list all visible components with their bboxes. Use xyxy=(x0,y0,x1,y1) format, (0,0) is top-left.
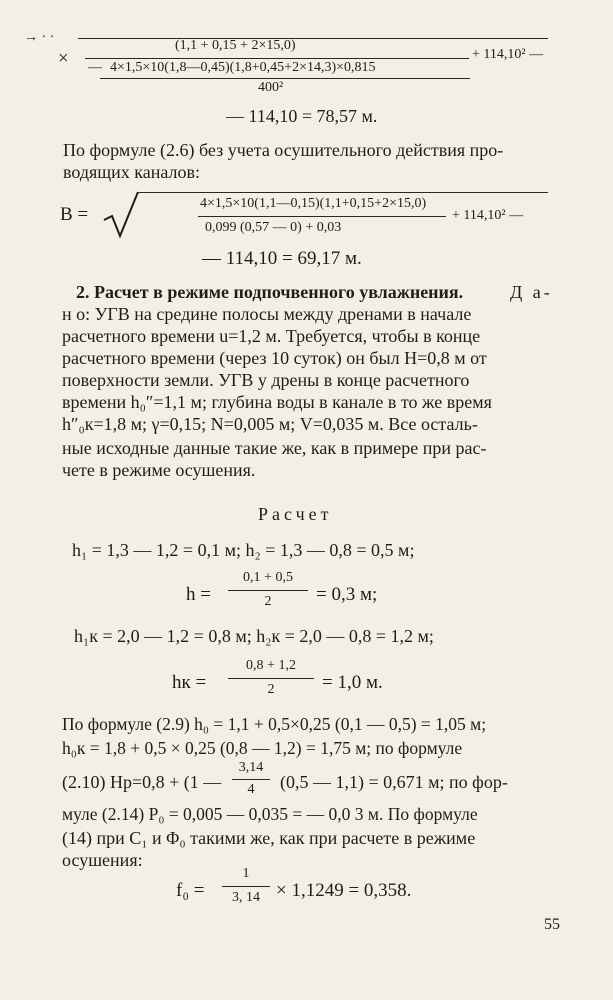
para2-line-4: муле (2.14) P₀ = 0,005 — 0,035 = — 0,0 3 м. По формуле xyxy=(62,804,478,824)
fraction-bar-eq-2 xyxy=(228,590,308,591)
calc-eq-2-num: 0,1 + 0,5 xyxy=(243,570,293,585)
formula-b-lhs: B = xyxy=(60,204,89,225)
section2-line-3: расчетного времени (через 10 суток) он был H=0,8 м от xyxy=(62,348,487,368)
fraction-bar-lower xyxy=(100,78,470,79)
calc-eq-4-den: 2 xyxy=(267,682,275,697)
section2-line-2: расчетного времени u=1,2 м. Требуется, чтобы в конце xyxy=(62,326,481,346)
fraction-bar-inner xyxy=(85,58,469,59)
calc-eq-2-rhs: = 0,3 м; xyxy=(316,584,378,605)
final-eq-lhs: f₀ = xyxy=(176,880,205,901)
section2-line-4: поверхности земли. УГВ у дрены в конце расчетного xyxy=(62,370,470,390)
section2-line-8: чете в режиме осушения. xyxy=(62,460,256,480)
fraction-bar-b xyxy=(198,216,446,217)
fraction-bar-para2 xyxy=(232,779,270,780)
fraction-bar-final xyxy=(222,886,270,887)
formula-top-plus: + 114,10² — xyxy=(472,47,544,62)
section2-line-5: времени h₀″=1,1 м; глубина воды в канале в то же время xyxy=(62,392,492,412)
calc-eq-3: h₁к = 2,0 — 1,2 = 0,8 м; h₂к = 2,0 — 0,8 = 1,2 м; xyxy=(74,626,434,646)
fraction-bar-top xyxy=(78,38,548,39)
formula-b-plus: + 114,10² — xyxy=(452,208,524,223)
para2-line-3a: (2.10) Hр=0,8 + (1 — xyxy=(62,772,222,792)
times-sign: × xyxy=(58,48,69,69)
calc-eq-4-num: 0,8 + 1,2 xyxy=(246,658,296,673)
final-eq-den: 3, 14 xyxy=(232,890,260,905)
formula-top-denominator: 4×1,5×10(1,8—0,45)(1,8+0,45+2×14,3)×0,815 xyxy=(110,60,376,75)
calc-eq-2-lhs: h = xyxy=(186,584,211,605)
section2-heading: 2. Расчет в режиме подпочвенного увлажнения. xyxy=(76,282,464,302)
sqrt-sign-icon xyxy=(102,190,142,240)
section2-line-7: ные исходные данные такие же, как в примере при рас- xyxy=(62,438,487,458)
para2-line-3b: (0,5 — 1,1) = 0,671 м; по фор- xyxy=(280,772,508,792)
final-eq-num: 1 xyxy=(242,866,250,881)
para2-line-1: По формуле (2.9) h₀ = 1,1 + 0,5×0,25 (0,1 — 0,5) = 1,05 м; xyxy=(62,714,487,734)
fraction-bar-eq-4 xyxy=(228,678,314,679)
para2-line-5: (14) при C₁ и Φ₀ такими же, как при расчете в режиме xyxy=(62,828,476,848)
formula-top-numerator: (1,1 + 0,15 + 2×15,0) xyxy=(175,38,296,53)
lead-minus: — xyxy=(88,60,102,75)
formula-top-result: — 114,10 = 78,57 м. xyxy=(226,106,378,126)
calc-eq-4-lhs: hк = xyxy=(172,672,207,693)
calc-eq-4-rhs: = 1,0 м. xyxy=(322,672,383,693)
calc-eq-1: h₁ = 1,3 — 1,2 = 0,1 м; h₂ = 1,3 — 0,8 = 0,5 м; xyxy=(72,540,415,560)
page-number: 55 xyxy=(544,916,560,933)
formula-b-denominator: 0,099 (0,57 — 0) + 0,03 xyxy=(205,220,342,235)
arrow-marker: → · · xyxy=(24,30,55,45)
formula-b-result: — 114,10 = 69,17 м. xyxy=(202,248,362,269)
radical-bar xyxy=(138,192,548,193)
section2-line-6: h″₀к=1,8 м; γ=0,15; N=0,005 м; V=0,035 м. Все осталь- xyxy=(62,414,478,434)
para2-line-6: осушения: xyxy=(62,850,143,870)
calc-eq-2-den: 2 xyxy=(264,594,272,609)
intro-line-1: По формуле (2.6) без учета осушительного действия про- xyxy=(63,140,504,160)
calc-title: Расчет xyxy=(258,504,333,524)
formula-b-numerator: 4×1,5×10(1,1—0,15)(1,1+0,15+2×15,0) xyxy=(200,196,427,211)
para2-line-2: h₀к = 1,8 + 0,5 × 0,25 (0,8 — 1,2) = 1,75 м; по формуле xyxy=(62,738,463,758)
final-eq-rhs: × 1,1249 = 0,358. xyxy=(276,880,412,901)
para2-frac-num: 3,14 xyxy=(238,760,264,775)
intro-line-2: водящих каналов: xyxy=(63,162,201,182)
para2-frac-den: 4 xyxy=(247,782,255,797)
formula-top-over: 400² xyxy=(258,80,284,95)
section2-line-1: н о: УГВ на средине полосы между дренами в начале xyxy=(62,304,472,324)
section2-line-0: Д а- xyxy=(510,282,553,302)
